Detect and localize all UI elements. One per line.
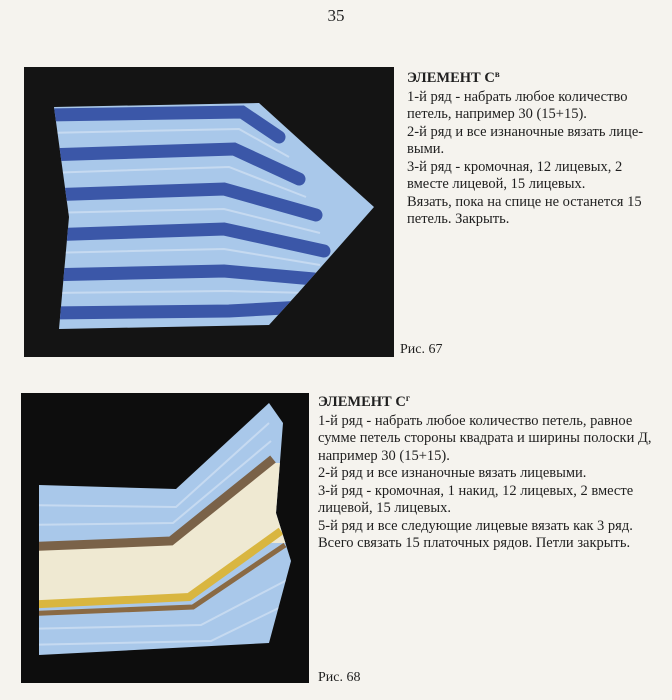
figure-caption-68: Рис. 68 [318,670,361,685]
element-b-title-superscript: в [494,69,500,79]
element-b-title: ЭЛЕМЕНТ $С^в$ [407,69,500,86]
element-g-line-1: 1-й ряд - набрать любое количество петель, равное сумме петель стороны квадрата и ширины полоски Д, например 30 (15+15). [318,412,652,464]
element-b-description [407,66,665,229]
figure-caption-67: Рис. 67 [400,342,443,357]
element-g-title-superscript: г [405,393,410,403]
element-g-line-2: 2-й ряд и все изнаночные вязать лицевыми. [318,465,587,481]
element-g-title: ЭЛЕМЕНТ $С^г$ [318,393,410,410]
element-b-line-3: 3-й ряд - кромочная, 12 лицевых, 2 вместе лицевой, 15 лицевых. [407,158,623,192]
page-number: 35 [327,6,345,25]
element-g-line-4: 5-й ряд и все следующие лицевые вязать как 3 ряд. [318,517,633,534]
element-g-description [318,390,664,553]
knitted-sample-photo-67 [24,67,394,357]
element-b-line-1: 1-й ряд - набрать любое количество петель, например 30 (15+15). [407,88,628,122]
element-b-line-2: 2-й ряд и все изнаночные вязать лице-выми. [407,123,644,157]
element-b-line-4: Вязать, пока на спице не останется 15 петель. Закрыть. [407,193,642,227]
element-g-line-3: 3-й ряд - кромочная, 1 накид, 12 лицевых, 2 вместе лицевой, 15 лицевых. [318,482,634,516]
knitted-sample-photo-68 [21,393,309,683]
element-g-line-5: Всего связать 15 платочных рядов. Петли закрыть. [318,535,631,551]
